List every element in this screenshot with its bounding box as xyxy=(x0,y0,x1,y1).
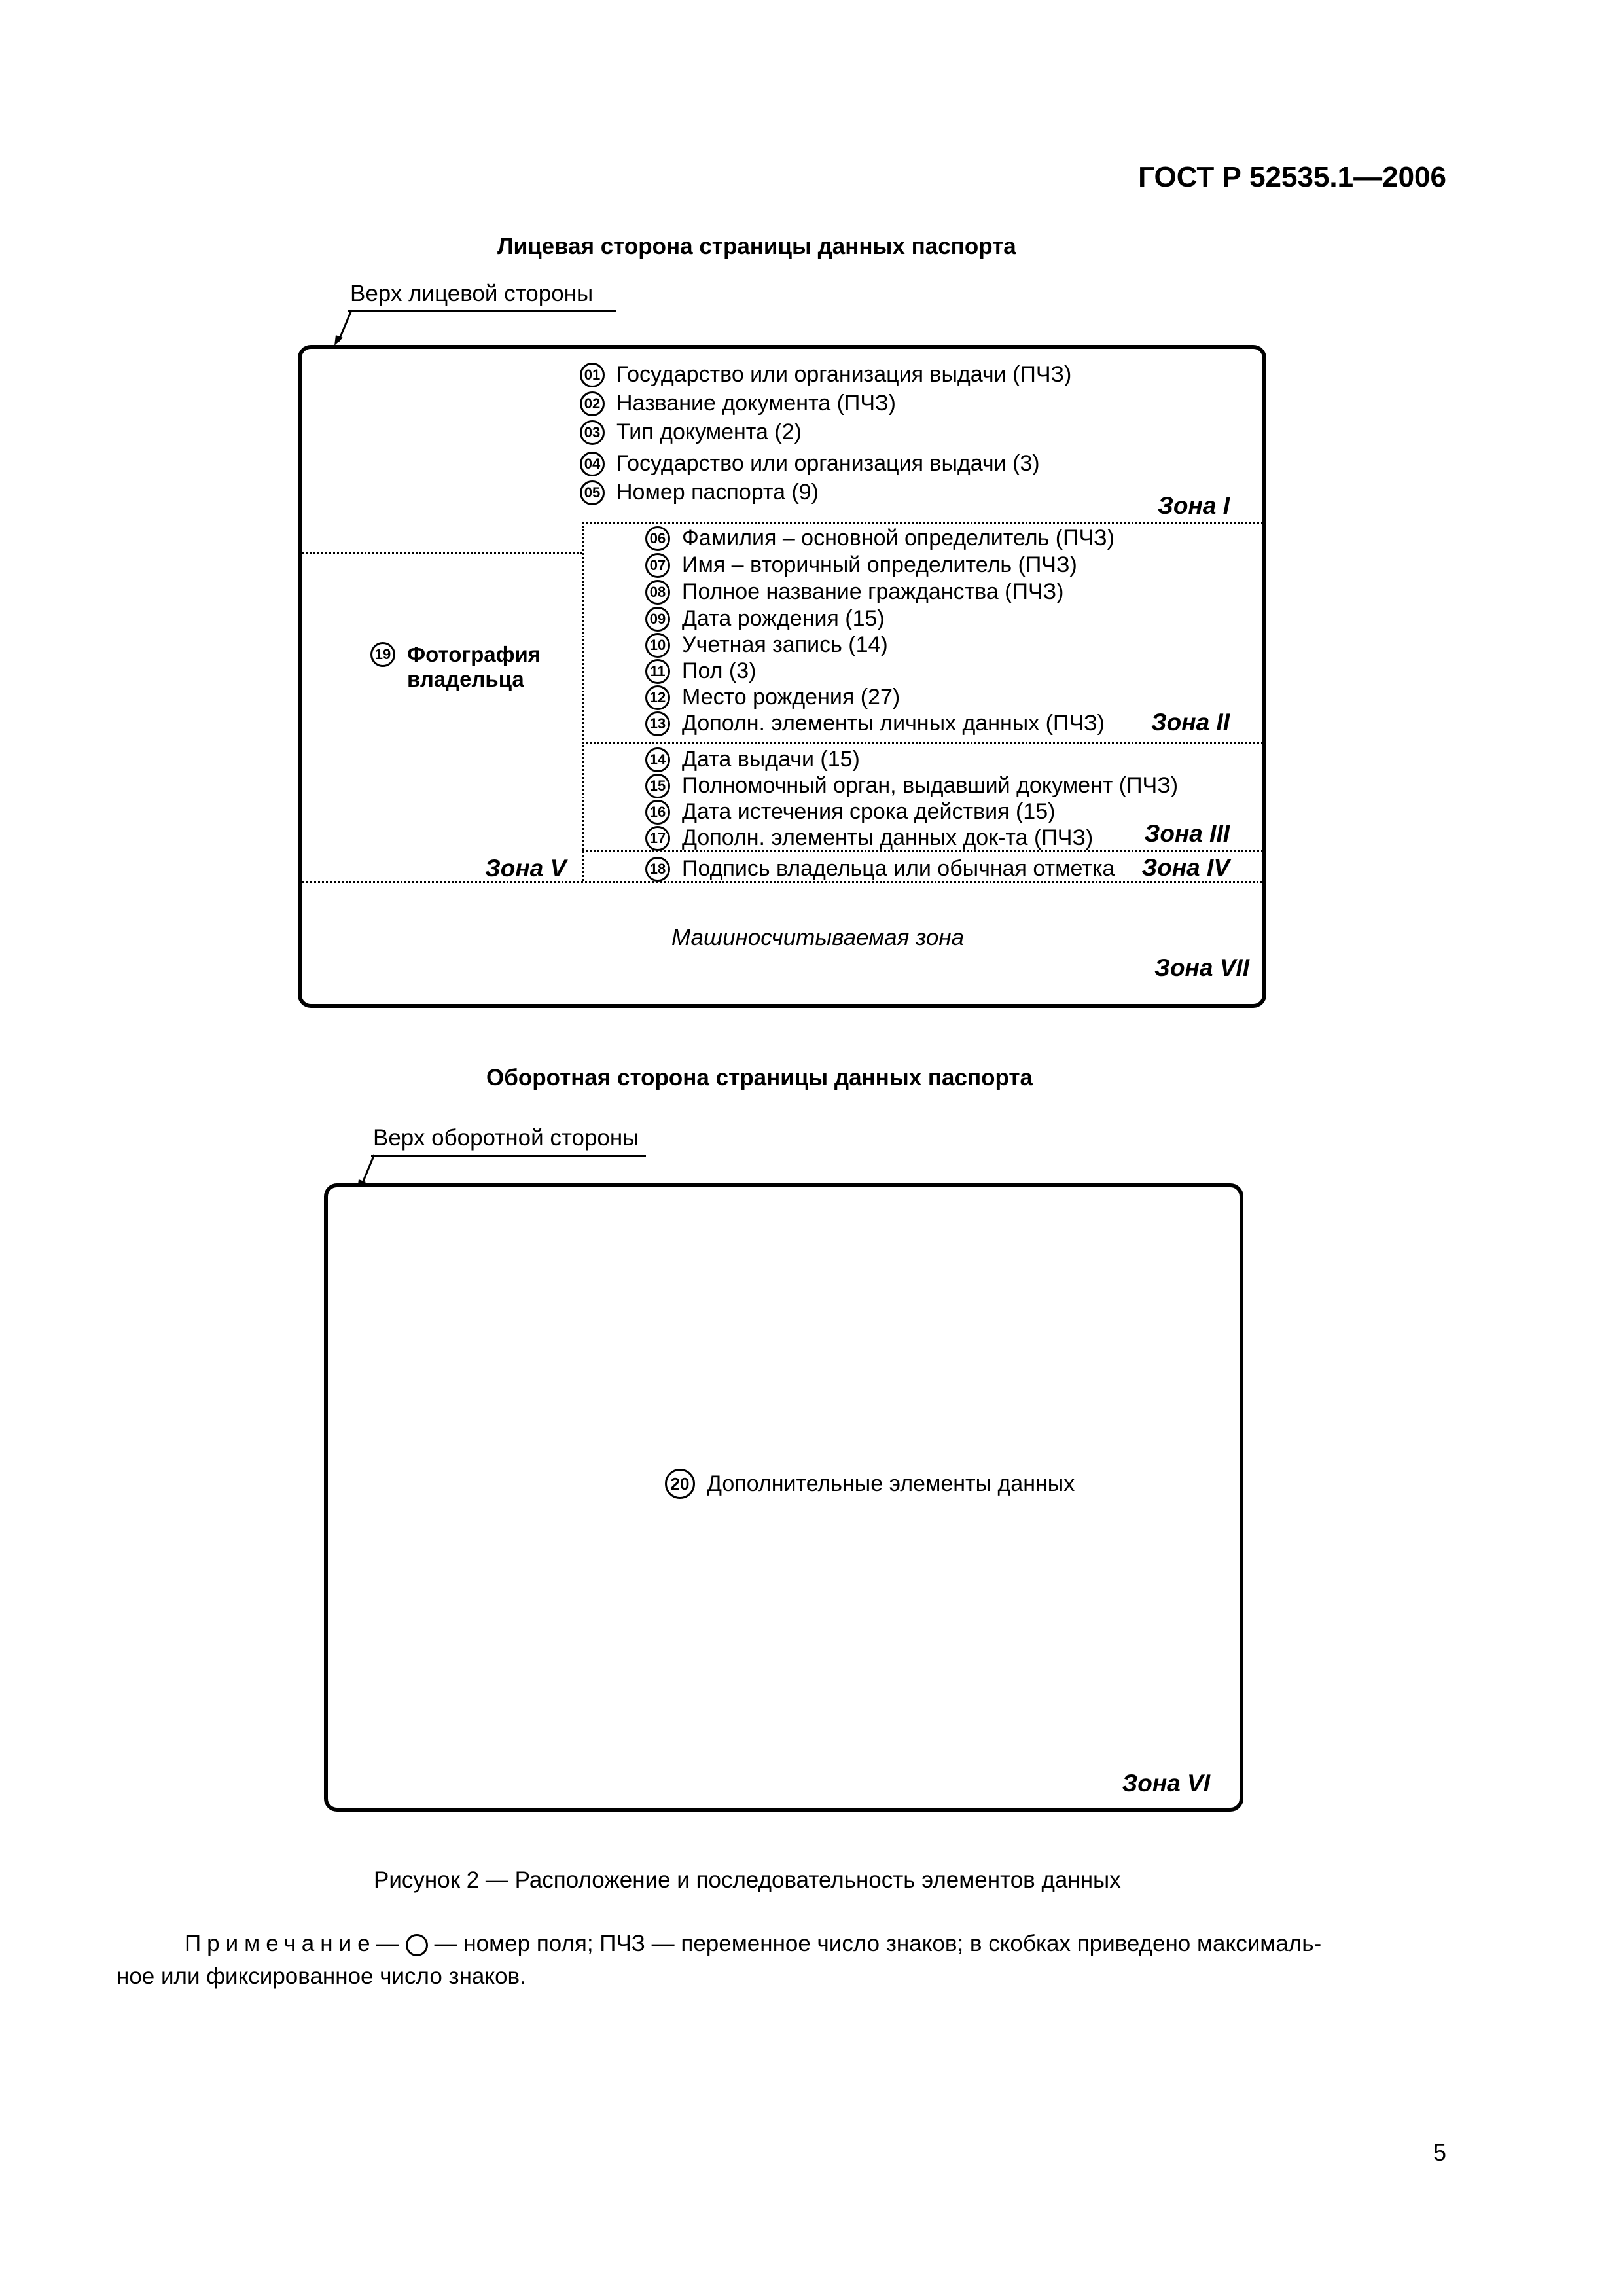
data-field-label: Дополнительные элементы данных xyxy=(707,1471,1075,1496)
field-number-circle: 11 xyxy=(645,659,670,684)
photo-label-line2: владельца xyxy=(407,667,524,691)
data-field-02 xyxy=(580,391,896,416)
zone-7-label: Зона VII xyxy=(1154,954,1249,981)
data-field-label: Название документа (ПЧЗ) xyxy=(616,391,896,416)
data-field-11 xyxy=(645,658,756,684)
field-number-circle-symbol-icon xyxy=(406,1934,428,1956)
note-line-2: ное или фиксированное число знаков. xyxy=(116,1964,526,1989)
field-number-circle: 02 xyxy=(580,391,605,416)
zone5-right-divider xyxy=(582,522,584,881)
data-field-01 xyxy=(580,362,1071,387)
field-number-circle: 14 xyxy=(645,747,670,772)
data-field-17 xyxy=(645,825,1093,851)
field-number-circle: 12 xyxy=(645,685,670,710)
field-number-circle: 16 xyxy=(645,800,670,825)
data-field-label: Подпись владельца или обычная отметка xyxy=(682,856,1115,881)
data-field-09 xyxy=(645,606,885,632)
zone1-bottom-divider xyxy=(582,522,1266,524)
data-field-label: Полное название гражданства (ПЧЗ) xyxy=(682,579,1064,604)
field-number-circle: 10 xyxy=(645,633,670,658)
field-number-circle: 18 xyxy=(645,857,670,882)
field-number-circle: 15 xyxy=(645,774,670,798)
data-field-10 xyxy=(645,632,888,658)
field-number-circle: 20 xyxy=(665,1469,695,1499)
data-field-label: Дата выдачи (15) xyxy=(682,747,860,772)
front-top-label-underline xyxy=(348,310,616,312)
photo-label-line1: Фотография xyxy=(407,642,541,666)
data-field-15 xyxy=(645,773,1178,798)
data-field-label: Имя – вторичный определитель (ПЧЗ) xyxy=(682,552,1077,577)
back-side-title: Оборотная сторона страницы данных паспорта xyxy=(486,1065,1033,1090)
data-field-13 xyxy=(645,711,1105,736)
data-field-label: Дата рождения (15) xyxy=(682,606,885,631)
front-top-label: Верх лицевой стороны xyxy=(350,281,594,306)
field-number-circle: 01 xyxy=(580,363,605,387)
data-field-16 xyxy=(645,799,1055,825)
front-page-frame xyxy=(298,345,1266,1008)
data-field-18 xyxy=(645,856,1115,882)
data-field-label: Фамилия – основной определитель (ПЧЗ) xyxy=(682,526,1115,550)
zone5-top-divider xyxy=(302,552,582,554)
field-number-circle: 05 xyxy=(580,480,605,505)
data-field-label: Дополн. элементы данных док-та (ПЧЗ) xyxy=(682,825,1094,850)
document-standard-number: ГОСТ Р 52535.1—2006 xyxy=(1138,161,1446,193)
field-number-circle: 09 xyxy=(645,607,670,632)
data-field-label: Государство или организация выдачи (3) xyxy=(616,451,1040,476)
back-page-frame xyxy=(324,1183,1243,1812)
zone2-bottom-divider xyxy=(582,742,1266,744)
zone-3-label: Зона III xyxy=(1144,820,1230,847)
note-line-1 xyxy=(185,1928,1321,1960)
machine-readable-zone-label: Машиносчитываемая зона xyxy=(671,925,965,950)
data-field-label: Полномочный орган, выдавший документ (ПЧЗ) xyxy=(682,773,1179,798)
field-number-circle: 04 xyxy=(580,452,605,476)
data-field-label: Место рождения (27) xyxy=(682,685,901,709)
back-top-label: Верх оборотной стороны xyxy=(373,1125,639,1151)
zone-4-label: Зона IV xyxy=(1141,854,1230,881)
data-field-19-photo xyxy=(370,642,541,692)
data-field-08 xyxy=(645,579,1063,605)
data-field-label: Номер паспорта (9) xyxy=(616,480,819,505)
data-field-14 xyxy=(645,747,860,772)
field-number-circle: 03 xyxy=(580,420,605,445)
zone-1-label: Зона I xyxy=(1158,492,1230,519)
data-field-05 xyxy=(580,480,819,505)
data-field-03 xyxy=(580,420,802,445)
field-number-circle: 17 xyxy=(645,826,670,851)
data-field-20 xyxy=(665,1469,1075,1499)
field-number-circle: 13 xyxy=(645,711,670,736)
note-label: Примечание xyxy=(185,1931,376,1956)
data-field-04 xyxy=(580,451,1040,476)
note-text-1: — номер поля; ПЧЗ — переменное число знаков; в скобках приведено максималь- xyxy=(434,1931,1322,1956)
data-field-12 xyxy=(645,685,900,710)
data-field-label: Государство или организация выдачи (ПЧЗ) xyxy=(616,362,1072,387)
front-side-title: Лицевая сторона страницы данных паспорта xyxy=(497,234,1016,259)
zone-6-label: Зона VI xyxy=(1122,1770,1210,1797)
zone-5-label: Зона V xyxy=(485,855,567,882)
data-field-label: Дополн. элементы личных данных (ПЧЗ) xyxy=(682,711,1105,736)
field-number-circle: 08 xyxy=(645,580,670,605)
data-field-label: Дата истечения срока действия (15) xyxy=(682,799,1056,824)
figure-caption: Рисунок 2 — Расположение и последовательность элементов данных xyxy=(374,1867,1121,1893)
zone-2-label: Зона II xyxy=(1150,709,1230,736)
data-field-label: Тип документа (2) xyxy=(616,420,802,444)
note-dash: — xyxy=(376,1931,399,1956)
field-number-circle: 07 xyxy=(645,553,670,578)
page-number: 5 xyxy=(1433,2139,1446,2166)
field-number-circle: 06 xyxy=(645,526,670,551)
data-field-06 xyxy=(645,526,1115,551)
data-field-07 xyxy=(645,552,1077,578)
field-number-circle: 19 xyxy=(370,642,395,667)
back-top-label-underline xyxy=(371,1155,646,1157)
front-top-pointer-arrow xyxy=(330,309,357,348)
data-field-label: Учетная запись (14) xyxy=(682,632,888,657)
data-field-label: Пол (3) xyxy=(682,658,757,683)
